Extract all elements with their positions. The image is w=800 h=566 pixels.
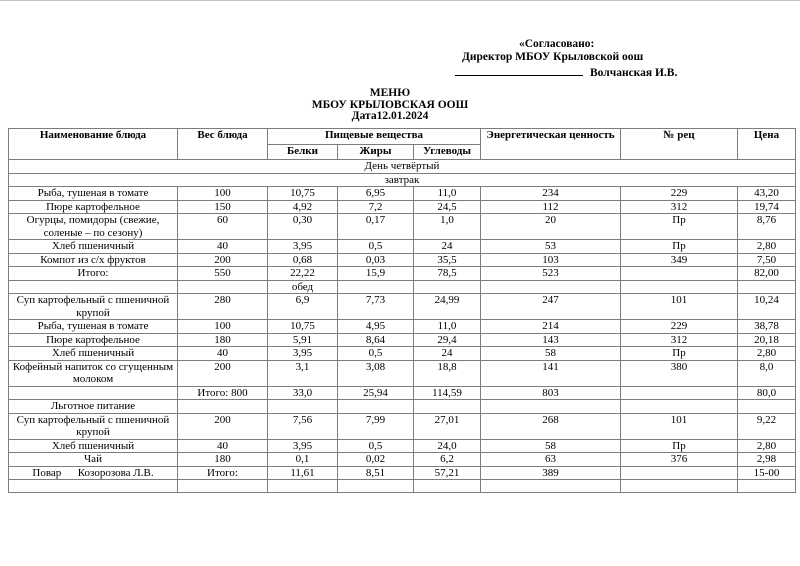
value-cell: 2,80 (738, 240, 796, 254)
value-cell (481, 280, 621, 294)
value-cell: 6,9 (268, 294, 338, 320)
value-cell: 0,30 (268, 214, 338, 240)
value-cell: 3,1 (268, 360, 338, 386)
signature-name: Волчанская И.В. (590, 67, 678, 79)
value-cell: 0,1 (268, 453, 338, 467)
table-row (9, 333, 796, 347)
value-cell: 4,92 (268, 200, 338, 214)
value-cell: 523 (481, 267, 621, 281)
value-cell: 101 (621, 294, 738, 320)
value-cell: обед (268, 280, 338, 294)
table-row (9, 347, 796, 361)
value-cell: 349 (621, 253, 738, 267)
value-cell: 58 (481, 347, 621, 361)
value-cell: 8,51 (338, 466, 414, 480)
value-cell (178, 280, 268, 294)
value-cell: Пр (621, 347, 738, 361)
table-row (9, 413, 796, 439)
value-cell: 2,80 (738, 439, 796, 453)
value-cell: 389 (481, 466, 621, 480)
col-header-fat: Жиры (338, 145, 414, 160)
value-cell: 0,03 (338, 253, 414, 267)
dish-cell: Пюре картофельное (9, 200, 178, 214)
value-cell (621, 386, 738, 400)
value-cell: 15-00 (738, 466, 796, 480)
section-label: завтрак (9, 173, 796, 187)
value-cell: Пр (621, 214, 738, 240)
value-cell: 229 (621, 320, 738, 334)
value-cell: 550 (178, 267, 268, 281)
section-row (9, 160, 796, 174)
value-cell (338, 280, 414, 294)
value-cell: 2,80 (738, 347, 796, 361)
value-cell (178, 400, 268, 414)
col-header-recipe: № рец (621, 129, 738, 160)
table-row (9, 294, 796, 320)
col-header-carbs: Углеводы (414, 145, 481, 160)
value-cell: 78,5 (414, 267, 481, 281)
value-cell: 63 (481, 453, 621, 467)
school-name: МБОУ КРЫЛОВСКАЯ ООШ (311, 98, 469, 111)
table-row (9, 439, 796, 453)
col-header-nutrients: Пищевые вещества (268, 129, 481, 145)
value-cell: Итого: 800 (178, 386, 268, 400)
value-cell: 143 (481, 333, 621, 347)
table-row (9, 214, 796, 240)
menu-table (8, 128, 796, 493)
value-cell: 20 (481, 214, 621, 240)
value-cell (414, 280, 481, 294)
value-cell (621, 480, 738, 493)
value-cell: 114,59 (414, 386, 481, 400)
value-cell: 8,64 (338, 333, 414, 347)
value-cell: 7,56 (268, 413, 338, 439)
dish-cell: Компот из с/х фруктов (9, 253, 178, 267)
value-cell: 15,9 (338, 267, 414, 281)
value-cell: 3,95 (268, 240, 338, 254)
value-cell: 100 (178, 320, 268, 334)
dish-cell: Хлеб пшеничный (9, 439, 178, 453)
value-cell: 40 (178, 347, 268, 361)
dish-cell: Рыба, тушеная в томате (9, 320, 178, 334)
value-cell: 103 (481, 253, 621, 267)
value-cell: 53 (481, 240, 621, 254)
value-cell (621, 400, 738, 414)
table-row (9, 280, 796, 294)
value-cell: 7,50 (738, 253, 796, 267)
dish-cell: Огурцы, помидоры (свежие, соленые – по сезону) (9, 214, 178, 240)
value-cell: 29,4 (414, 333, 481, 347)
dish-cell: Пюре картофельное (9, 333, 178, 347)
value-cell: 10,75 (268, 320, 338, 334)
value-cell (414, 480, 481, 493)
value-cell: 6,95 (338, 187, 414, 201)
table-row (9, 386, 796, 400)
value-cell (414, 400, 481, 414)
value-cell (481, 480, 621, 493)
value-cell: 9,22 (738, 413, 796, 439)
value-cell: 35,5 (414, 253, 481, 267)
dish-cell: Льготное питание (9, 400, 178, 414)
value-cell: 24 (414, 347, 481, 361)
col-header-price: Цена (738, 129, 796, 160)
dish-cell: Рыба, тушеная в томате (9, 187, 178, 201)
value-cell: 247 (481, 294, 621, 320)
dish-cell (9, 280, 178, 294)
table-row (9, 320, 796, 334)
value-cell: 214 (481, 320, 621, 334)
value-cell: 3,95 (268, 439, 338, 453)
value-cell: Итого: (178, 466, 268, 480)
value-cell: 3,08 (338, 360, 414, 386)
value-cell: 200 (178, 360, 268, 386)
value-cell: 150 (178, 200, 268, 214)
value-cell: 25,94 (338, 386, 414, 400)
approval-line-1: «Согласовано: (519, 38, 595, 50)
value-cell: 7,2 (338, 200, 414, 214)
value-cell: Пр (621, 439, 738, 453)
value-cell (481, 400, 621, 414)
value-cell (621, 280, 738, 294)
dish-cell: Суп картофельный с пшеничной крупой (9, 413, 178, 439)
col-header-dish: Наименование блюда (9, 129, 178, 160)
value-cell: 268 (481, 413, 621, 439)
value-cell: 19,74 (738, 200, 796, 214)
value-cell: 312 (621, 333, 738, 347)
value-cell: 100 (178, 187, 268, 201)
value-cell: 40 (178, 240, 268, 254)
value-cell: 10,24 (738, 294, 796, 320)
value-cell: 24 (414, 240, 481, 254)
col-header-protein: Белки (268, 145, 338, 160)
table-row (9, 240, 796, 254)
value-cell: 43,20 (738, 187, 796, 201)
value-cell: 82,00 (738, 267, 796, 281)
value-cell: 6,2 (414, 453, 481, 467)
table-row (9, 253, 796, 267)
value-cell: 380 (621, 360, 738, 386)
value-cell (738, 400, 796, 414)
dish-cell: Хлеб пшеничный (9, 240, 178, 254)
dish-cell: Хлеб пшеничный (9, 347, 178, 361)
table-row (9, 187, 796, 201)
value-cell: 0,5 (338, 439, 414, 453)
dish-cell: Повар Козорозова Л.В. (9, 466, 178, 480)
value-cell: 80,0 (738, 386, 796, 400)
value-cell (338, 400, 414, 414)
value-cell: 234 (481, 187, 621, 201)
approval-block (0, 38, 800, 84)
table-row (9, 400, 796, 414)
col-header-weight: Вес блюда (178, 129, 268, 160)
value-cell: 20,18 (738, 333, 796, 347)
approval-line-2: Директор МБОУ Крыловской оош (462, 51, 644, 63)
table-row (9, 453, 796, 467)
approval-line-3 (455, 64, 677, 79)
value-cell: 0,17 (338, 214, 414, 240)
dish-cell (9, 386, 178, 400)
value-cell: 7,73 (338, 294, 414, 320)
table-row (9, 480, 796, 493)
value-cell: 803 (481, 386, 621, 400)
value-cell: 0,5 (338, 240, 414, 254)
table-row (9, 466, 796, 480)
value-cell: 33,0 (268, 386, 338, 400)
value-cell: 7,99 (338, 413, 414, 439)
value-cell: 312 (621, 200, 738, 214)
value-cell: 27,01 (414, 413, 481, 439)
value-cell (268, 400, 338, 414)
value-cell: 180 (178, 333, 268, 347)
value-cell (738, 480, 796, 493)
value-cell: 280 (178, 294, 268, 320)
title-block (0, 88, 780, 123)
value-cell: 58 (481, 439, 621, 453)
value-cell (738, 280, 796, 294)
value-cell: 376 (621, 453, 738, 467)
dish-cell: Суп картофельный с пшеничной крупой (9, 294, 178, 320)
value-cell: 40 (178, 439, 268, 453)
dish-cell: Чай (9, 453, 178, 467)
value-cell: 18,8 (414, 360, 481, 386)
value-cell: 11,61 (268, 466, 338, 480)
value-cell: 3,95 (268, 347, 338, 361)
value-cell: 24,99 (414, 294, 481, 320)
menu-table-header (9, 129, 796, 160)
value-cell: 2,98 (738, 453, 796, 467)
value-cell (621, 267, 738, 281)
dish-cell: Итого: (9, 267, 178, 281)
value-cell: 200 (178, 413, 268, 439)
value-cell: 0,5 (338, 347, 414, 361)
value-cell: 4,95 (338, 320, 414, 334)
value-cell: 229 (621, 187, 738, 201)
col-header-energy: Энергетическая ценность (481, 129, 621, 160)
table-row (9, 200, 796, 214)
value-cell: 101 (621, 413, 738, 439)
value-cell: 57,21 (414, 466, 481, 480)
table-row (9, 267, 796, 281)
value-cell: 24,5 (414, 200, 481, 214)
value-cell (621, 466, 738, 480)
menu-table-body (9, 160, 796, 493)
value-cell: 11,0 (414, 320, 481, 334)
menu-title: МЕНЮ (369, 87, 411, 99)
value-cell: 5,91 (268, 333, 338, 347)
value-cell: Пр (621, 240, 738, 254)
value-cell: 141 (481, 360, 621, 386)
dish-cell (9, 480, 178, 493)
value-cell: 0,02 (338, 453, 414, 467)
value-cell (178, 480, 268, 493)
value-cell: 22,22 (268, 267, 338, 281)
value-cell: 180 (178, 453, 268, 467)
value-cell: 60 (178, 214, 268, 240)
value-cell: 8,0 (738, 360, 796, 386)
value-cell (338, 480, 414, 493)
section-row (9, 173, 796, 187)
value-cell: 38,78 (738, 320, 796, 334)
menu-date: Дата12.01.2024 (351, 110, 429, 122)
dish-cell: Кофейный напиток со сгущенным молоком (9, 360, 178, 386)
value-cell: 24,0 (414, 439, 481, 453)
value-cell: 0,68 (268, 253, 338, 267)
table-row (9, 360, 796, 386)
section-label: День четвёртый (9, 160, 796, 174)
value-cell: 112 (481, 200, 621, 214)
value-cell (268, 480, 338, 493)
value-cell: 11,0 (414, 187, 481, 201)
value-cell: 200 (178, 253, 268, 267)
value-cell: 1,0 (414, 214, 481, 240)
value-cell: 10,75 (268, 187, 338, 201)
value-cell: 8,76 (738, 214, 796, 240)
signature-line (455, 64, 583, 76)
